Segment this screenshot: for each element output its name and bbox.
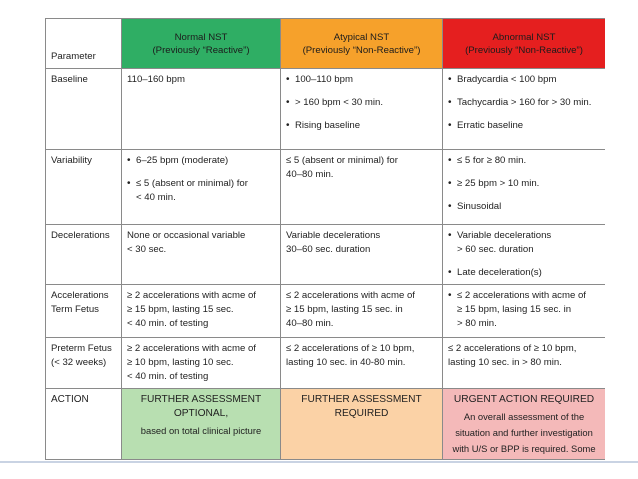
bullet-item <box>286 119 437 133</box>
cell-abnormal-decelerations <box>443 225 606 285</box>
bullet-text: 6–25 bpm (moderate) <box>136 155 229 166</box>
cell-text-line: 40–80 min. <box>286 169 334 180</box>
bullet-icon: • <box>448 201 452 212</box>
bullet-item <box>127 177 275 205</box>
nst-classification-table <box>45 18 605 460</box>
cell-normal-variability <box>122 150 281 225</box>
header-parameter: Parameter <box>46 19 122 69</box>
bullet-item <box>448 119 600 133</box>
parameter-label: Term Fetus <box>51 304 99 315</box>
header-normal-title: Normal NST <box>174 31 228 43</box>
cell-text-line: 30–60 sec. duration <box>286 244 371 255</box>
cell-text-line: ≤ 2 accelerations of ≥ 10 bpm, <box>286 343 415 354</box>
header-row <box>46 19 606 69</box>
bullet-icon: • <box>448 267 452 278</box>
cell-text-line: < 40 min. of testing <box>127 371 209 382</box>
bullet-item <box>448 200 600 214</box>
action-title-line: OPTIONAL, <box>173 408 229 419</box>
bullet-text: > 160 bpm < 30 min. <box>295 97 383 108</box>
header-abnormal-subtitle: (Previously “Non-Reactive”) <box>465 44 583 56</box>
bullet-icon: • <box>286 97 290 108</box>
bullet-icon: • <box>127 155 131 166</box>
cell-abnormal-preterm <box>443 338 606 389</box>
parameter-label: Baseline <box>51 74 88 85</box>
parameter-label: Variability <box>51 155 92 166</box>
cell-parameter-preterm <box>46 338 122 389</box>
bullet-icon: • <box>448 178 452 189</box>
bullet-text: ≤ 5 (absent or minimal) for < 40 min. <box>136 178 248 203</box>
action-detail-line: based on total clinical picture <box>140 425 262 436</box>
bullet-item <box>286 96 437 110</box>
action-detail-line: An overall assessment of the <box>463 411 585 422</box>
header-atypical-title: Atypical NST <box>333 31 390 43</box>
bullet-item <box>448 177 600 191</box>
header-normal-nst <box>122 19 281 69</box>
cell-normal-baseline <box>122 69 281 150</box>
action-title-line: URGENT ACTION REQUIRED <box>453 394 595 405</box>
bullet-text: ≥ 25 bpm > 10 min. <box>457 178 540 189</box>
header-abnormal-nst <box>443 19 606 69</box>
cell-parameter-accel_term <box>46 285 122 338</box>
cell-text-line: ≤ 2 accelerations with acme of <box>286 290 415 301</box>
bullet-icon: • <box>448 230 452 241</box>
cell-parameter-variability <box>46 150 122 225</box>
row-accelerations-term <box>46 285 606 338</box>
bullet-text: Late deceleration(s) <box>457 267 542 278</box>
cell-parameter-action <box>46 389 122 460</box>
header-atypical-subtitle: (Previously “Non-Reactive”) <box>302 44 421 56</box>
bullet-icon: • <box>286 74 290 85</box>
bullet-icon: • <box>448 97 452 108</box>
cell-text-line: ≥ 2 accelerations with acme of <box>127 343 256 354</box>
cell-atypical-decelerations <box>281 225 443 285</box>
bullet-icon: • <box>286 120 290 131</box>
cell-abnormal-accel_term <box>443 285 606 338</box>
header-abnormal-title: Abnormal NST <box>492 31 556 43</box>
cell-text-line: ≥ 15 bpm, lasting 15 sec. in <box>286 304 403 315</box>
nst-classification-table-container <box>45 18 605 461</box>
cell-text-line: ≤ 5 (absent or minimal) for <box>286 155 398 166</box>
bullet-item <box>286 73 437 87</box>
cell-text-line: Variable decelerations <box>286 230 381 241</box>
bottom-divider <box>0 461 638 463</box>
parameter-label: ACTION <box>51 394 89 405</box>
cell-parameter-baseline <box>46 69 122 150</box>
bullet-item <box>448 73 600 87</box>
cell-text-line: 40–80 min. <box>286 318 334 329</box>
cell-parameter-decelerations <box>46 225 122 285</box>
bullet-item <box>448 266 600 280</box>
bullet-text: Tachycardia > 160 for > 30 min. <box>457 97 592 108</box>
bullet-text: Sinusoidal <box>457 201 502 212</box>
row-baseline <box>46 69 606 150</box>
cell-atypical-action <box>281 389 443 460</box>
cell-text-line: < 40 min. of testing <box>127 318 209 329</box>
cell-text-line: < 30 sec. <box>127 244 167 255</box>
cell-atypical-variability <box>281 150 443 225</box>
row-preterm-fetus <box>46 338 606 389</box>
header-atypical-nst <box>281 19 443 69</box>
action-title-line: FURTHER ASSESSMENT <box>301 394 422 405</box>
bullet-item <box>448 289 600 331</box>
bullet-text: Erratic baseline <box>457 120 524 131</box>
cell-normal-decelerations <box>122 225 281 285</box>
row-variability <box>46 150 606 225</box>
parameter-label: (< 32 weeks) <box>51 357 107 368</box>
bullet-icon: • <box>448 74 452 85</box>
action-detail-line: situation and further investigation <box>455 427 593 438</box>
bullet-text: ≤ 2 accelerations with acme of ≥ 15 bpm, lasing 15 sec. in > 80 min. <box>457 290 586 329</box>
bullet-item <box>448 229 600 257</box>
cell-text-line: lasting 10 sec. in 40-80 min. <box>286 357 406 368</box>
cell-abnormal-action <box>443 389 606 460</box>
bullet-text: ≤ 5 for ≥ 80 min. <box>457 155 527 166</box>
cell-abnormal-baseline <box>443 69 606 150</box>
cell-normal-accel_term <box>122 285 281 338</box>
cell-text-line: ≥ 2 accelerations with acme of <box>127 290 256 301</box>
parameter-label: Preterm Fetus <box>51 343 112 354</box>
cell-atypical-accel_term <box>281 285 443 338</box>
row-action <box>46 389 606 460</box>
action-title-line: FURTHER ASSESSMENT <box>140 394 262 405</box>
parameter-label: Decelerations <box>51 230 110 241</box>
cell-text-line: ≥ 15 bpm, lasting 15 sec. <box>127 304 234 315</box>
cell-normal-preterm <box>122 338 281 389</box>
bullet-item <box>448 96 600 110</box>
row-decelerations <box>46 225 606 285</box>
bullet-item <box>448 154 600 168</box>
cell-text-line: lasting 10 sec. in > 80 min. <box>448 357 562 368</box>
cell-atypical-preterm <box>281 338 443 389</box>
bullet-text: Bradycardia < 100 bpm <box>457 74 557 85</box>
cell-text-line: None or occasional variable <box>127 230 246 241</box>
action-title-line: REQUIRED <box>334 408 389 419</box>
cell-text-line: ≤ 2 accelerations of ≥ 10 bpm, <box>448 343 577 354</box>
bullet-text: 100–110 bpm <box>295 74 353 85</box>
parameter-label: Accelerations <box>51 290 109 301</box>
cell-abnormal-variability <box>443 150 606 225</box>
bullet-text: Rising baseline <box>295 120 361 131</box>
header-normal-subtitle: (Previously “Reactive”) <box>152 44 250 56</box>
bullet-icon: • <box>448 290 452 301</box>
action-detail-line: with U/S or BPP is required. Some <box>452 443 596 454</box>
bullet-item <box>127 154 275 168</box>
cell-normal-action <box>122 389 281 460</box>
bullet-icon: • <box>448 120 452 131</box>
cell-atypical-baseline <box>281 69 443 150</box>
bullet-icon: • <box>448 155 452 166</box>
bullet-icon: • <box>127 178 131 189</box>
cell-text-line: ≥ 10 bpm, lasting 10 sec. <box>127 357 234 368</box>
cell-text-line: 110–160 bpm <box>127 74 185 85</box>
bullet-text: Variable decelerations > 60 sec. duration <box>457 230 552 255</box>
